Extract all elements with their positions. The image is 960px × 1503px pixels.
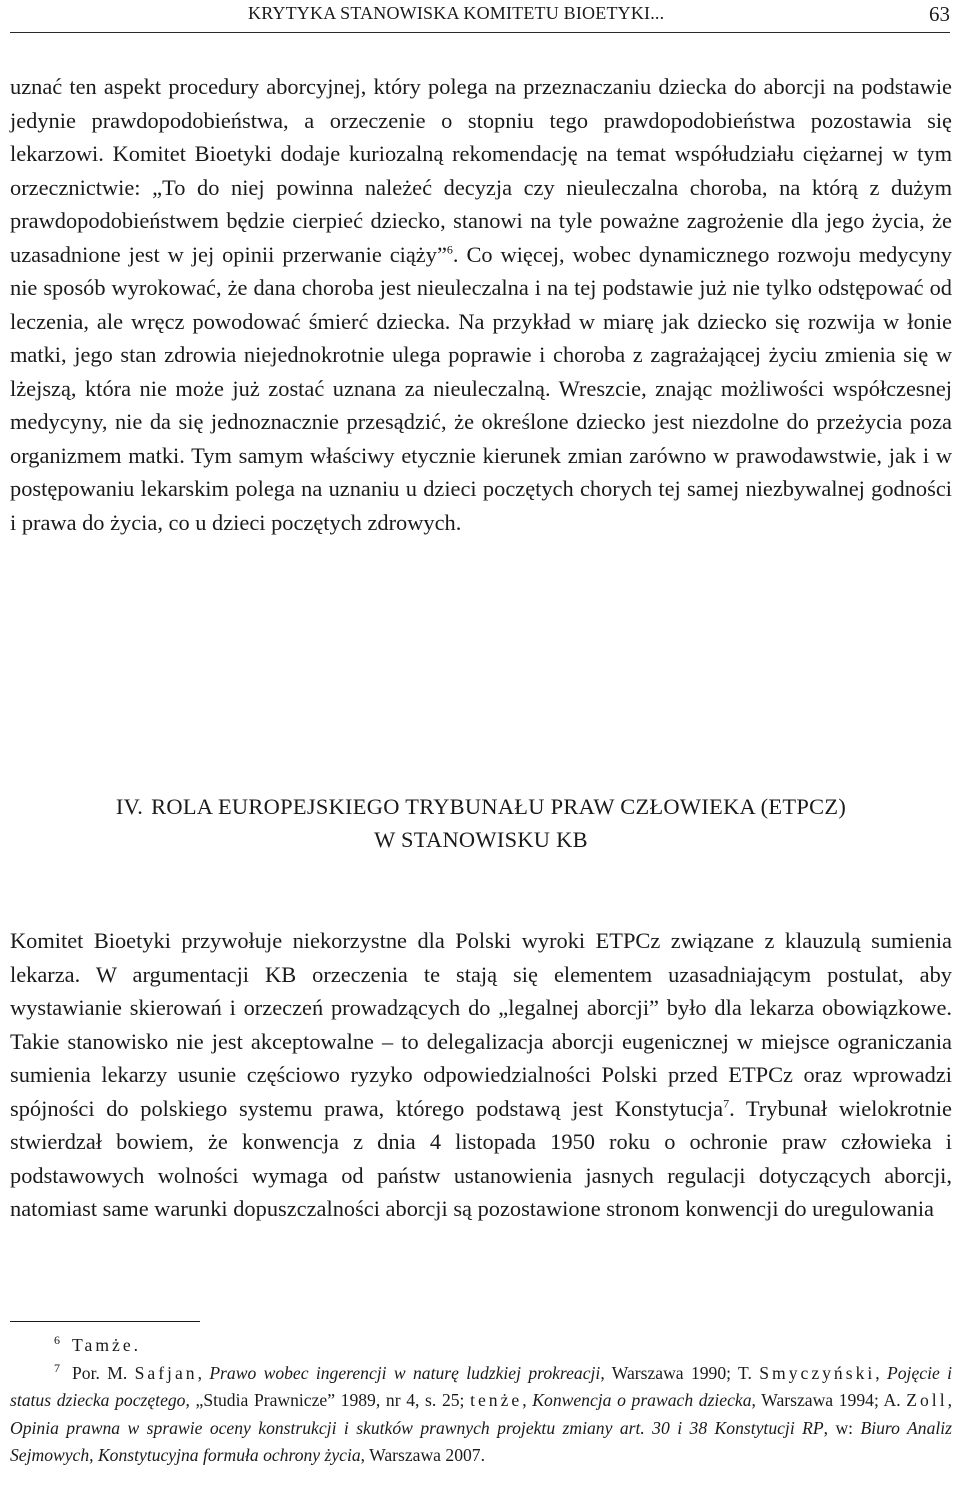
- footnote-number: 7: [54, 1360, 60, 1375]
- work-title: Biuro Analiz Sejmowych, Konstytucyjna formuła ochrony życia: [10, 1417, 953, 1465]
- footnotes: [10, 1332, 952, 1470]
- footnote-divider: [10, 1321, 200, 1322]
- work-title: Pojęcie i status dziecka poczętego: [10, 1362, 952, 1410]
- section-title: ROLA EUROPEJSKIEGO TRYBUNAŁU PRAW CZŁOWIEKA (ETPCZ): [151, 794, 847, 819]
- section-heading: [10, 790, 952, 856]
- section-heading-line-2: W STANOWISKU KB: [374, 827, 588, 852]
- section-heading-line-1: [10, 790, 952, 823]
- work-title: Opinia prawna w sprawie oceny konstrukcji i skutków prawnych projektu zmiany art. 30 i 38 Konstytucji RP: [10, 1417, 824, 1438]
- paragraph-text: uznać ten aspekt procedury aborcyjnej, który polega na przeznaczaniu dziecka do aborcji na podstawie jedynie prawdopodobieństwa, a orzeczenie o stopniu tego prawdopodobieństwa pozostawia się lekarzowi. Komitet Bioetyki dodaje kuriozalną rekomendację na temat współudziału ciężarnej w tym orzecznictwie: „To do niej powinna należeć decyzja czy nieuleczalna choroba, na którą z dużym prawdopodobieństwem będzie cierpieć dziecko, stanowi na tyle poważne zagrożenie dla jego życia, że uzasadnione jest w jej opinii przerwanie ciąży”: [10, 74, 952, 267]
- footnote-ref-6[interactable]: 6: [446, 242, 453, 257]
- footnote-6: [10, 1332, 952, 1360]
- footnote-text: ,: [875, 1362, 888, 1383]
- footnote-text: ,: [522, 1390, 533, 1410]
- footnote-text: Tamże.: [72, 1335, 142, 1355]
- footnote-text: ,: [947, 1390, 952, 1410]
- paragraph-text: . Trybunał wielokrotnie stwierdzał bowiem, że konwencja z dnia 4 listopada 1950 roku o ochronie praw człowieka i podstawowych wolności wymaga od państw ustanowienia jasnych regulacji dotyczących aborcji, natomiast same warunki dopuszczalności aborcji są pozostawione stronom konwencji do uregulowania: [10, 1095, 952, 1221]
- author-name: Zoll: [906, 1390, 948, 1410]
- footnote-text: , „Studia Prawnicze” 1989, nr 4, s. 25;: [185, 1390, 471, 1410]
- footnote-text: ,: [197, 1362, 210, 1383]
- paragraph-text: . Co więcej, wobec dynamicznego rozwoju medycyny nie sposób wyrokować, że dana choroba jest nieuleczalna i na tej podstawie już nie tylko odstępować od leczenia, ale wręcz powodować śmierć dziecka. Na przykład w miarę jak dziecko się rozwija w łonie matki, jego stan zdrowia niejednokrotnie ulega poprawie i choroba z zagrażającej życiu zmienia się w lżejszą, która nie może już zostać uznana za nieuleczalną. Wreszcie, znając możliwości współczesnej medycyny, nie da się jednoznacznie przesądzić, że określone dziecko jest niezdolne do przeżycia poza organizmem matki. Tym samym właściwy etycznie kierunek zmian zarówno w prawodawstwie, jak i w postępowaniu lekarskim polega na uznaniu u dzieci poczętych chorych tej samej niezbywalnej godności i prawa do życia, co u dzieci poczętych zdrowych.: [10, 241, 952, 535]
- paragraph-text: Komitet Bioetyki przywołuje niekorzystne dla Polski wyroki ETPCz związane z klauzulą sumienia lekarza. W argumentacji KB orzeczenia te stają się elementem uzasadniającym postulat, aby wystawianie skierowań i orzeczeń prowadzących do „legalnej aborcji” było dla lekarza obowiązkowe. Takie stanowisko nie jest akceptowalne – to delegalizacja aborcji eugenicznej w miejsce ograniczania sumienia lekarzy usunie częściowo ryzyko odpowiedzialności Polski przed ETPCz oraz wprowadzi spójności do polskiego systemu prawa, którego podstawą jest Konstytucja: [10, 928, 952, 1121]
- footnote-text: Por. M.: [72, 1362, 135, 1383]
- body-paragraph-1: [10, 70, 952, 539]
- author-name: Safjan: [134, 1362, 198, 1383]
- work-title: Konwencja o prawach dziecka: [532, 1390, 752, 1410]
- page-header: [10, 0, 950, 33]
- page-number: 63: [929, 2, 950, 26]
- body-paragraph-2: [10, 924, 952, 1226]
- footnote-text: , Warszawa 1990; T.: [600, 1362, 760, 1383]
- footnote-text: , Warszawa 1994; A.: [751, 1390, 907, 1410]
- section-numeral: IV.: [115, 794, 144, 819]
- author-name: tenże: [470, 1390, 523, 1410]
- footnote-number: 6: [54, 1333, 60, 1348]
- author-name: Smyczyński: [759, 1362, 876, 1383]
- footnote-ref-7[interactable]: 7: [723, 1096, 730, 1111]
- footnote-text: , w:: [823, 1417, 861, 1438]
- running-head: KRYTYKA STANOWISKA KOMITETU BIOETYKI...: [248, 3, 665, 23]
- footnote-7: [10, 1360, 952, 1470]
- work-title: Prawo wobec ingerencji w naturę ludzkiej prokreacji: [209, 1362, 601, 1383]
- footnote-text: , Warszawa 2007.: [360, 1445, 485, 1465]
